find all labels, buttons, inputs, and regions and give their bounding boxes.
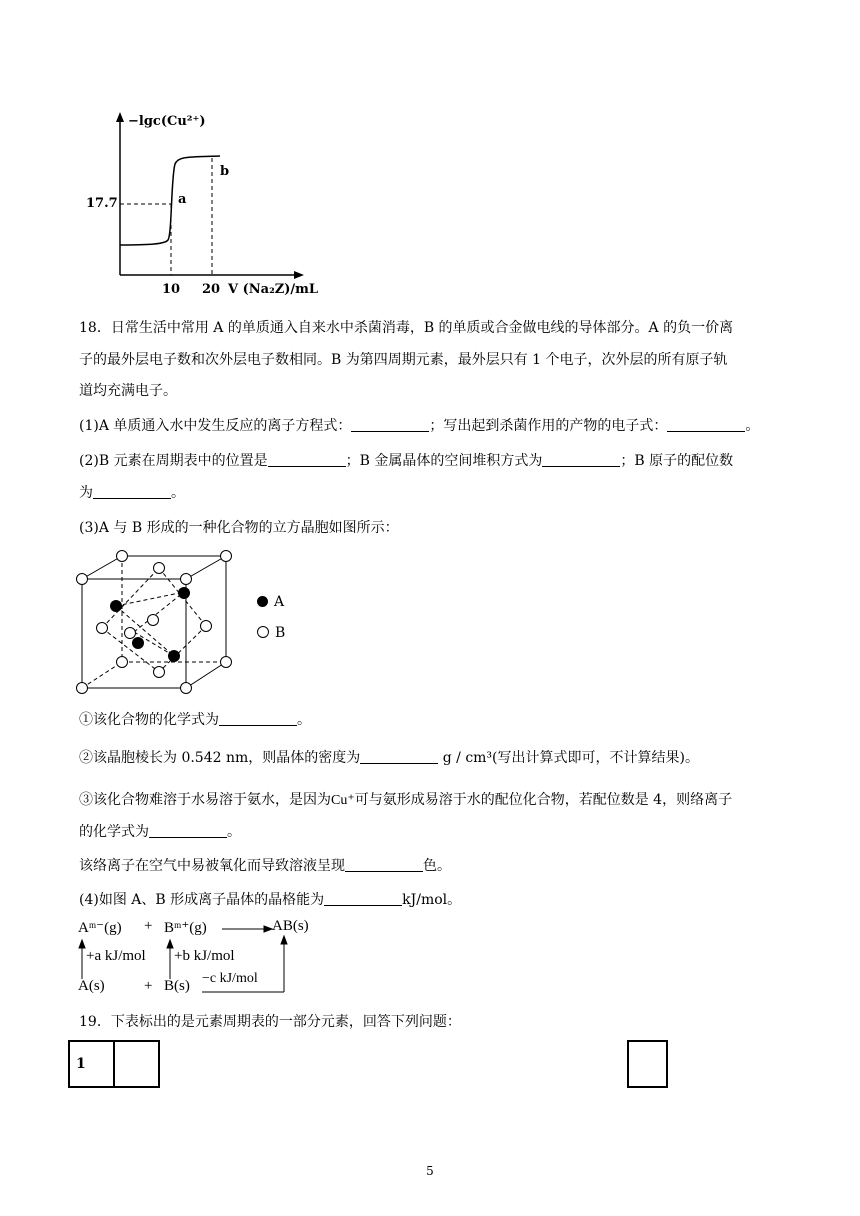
- q18-intro-line-1: 18．日常生活中常用 A 的单质通入自来水中杀菌消毒，B 的单质或合金做电线的导体部分。A 的负一价离: [79, 320, 734, 336]
- answer-blank[interactable]: [268, 452, 346, 467]
- q18-intro-line-3: 道均充满电子。: [79, 383, 177, 399]
- x-tick-10: 10: [162, 282, 181, 297]
- q18-part-2: (2)B 元素在周期表中的位置是 ；B 金属晶体的空间堆积方式为 ；B 原子的配位数: [79, 453, 734, 469]
- legend-b: B: [257, 625, 285, 641]
- page-number: 5: [426, 1164, 434, 1178]
- y-axis-label: −lgc(Cu²⁺): [128, 114, 206, 129]
- solid-circle-icon: [257, 596, 268, 607]
- q18-part-3: (3)A 与 B 形成的一种化合物的立方晶胞如图所示：: [79, 520, 399, 536]
- cycle-bottom-left: A(s): [78, 978, 105, 994]
- cycle-plus-top: +: [144, 918, 153, 934]
- answer-blank[interactable]: [345, 857, 423, 872]
- q18-part-4: (4)如图 A、B 形成离子晶体的晶格能为 kJ/mol。: [79, 892, 462, 908]
- answer-blank[interactable]: [667, 417, 745, 432]
- answer-blank[interactable]: [93, 484, 171, 499]
- cycle-top-mid: Bᵐ⁺(g): [164, 920, 207, 936]
- answer-blank[interactable]: [542, 452, 620, 467]
- cycle-top-left: Aᵐ⁻(g): [78, 920, 122, 936]
- table-cell: [114, 1041, 159, 1087]
- x-axis-label: V (Na₂Z)/mL: [228, 282, 319, 297]
- y-tick-17-7: 17.7: [86, 196, 118, 211]
- periodic-table-fragment: [68, 1040, 160, 1088]
- cycle-bottom-mid: B(s): [164, 978, 190, 994]
- legend-a: A: [257, 594, 284, 610]
- q18-sub-4: 该络离子在空气中易被氧化而导致溶液呈现 色。: [79, 858, 451, 874]
- answer-blank[interactable]: [351, 417, 429, 432]
- point-b-label: b: [220, 164, 230, 179]
- answer-blank[interactable]: [219, 711, 297, 726]
- q18-sub-3-cont: 的化学式为 。: [79, 824, 241, 840]
- period-label: 1: [69, 1041, 114, 1087]
- table-cell-right: [627, 1040, 668, 1088]
- cycle-arrow-left-label: +a kJ/mol: [86, 948, 146, 964]
- x-tick-20: 20: [202, 282, 221, 297]
- hollow-circle-icon: [257, 626, 269, 638]
- unit-cell-diagram: [74, 548, 244, 694]
- cycle-top-right: AB(s): [272, 918, 309, 934]
- q18-sub-2: ②该晶胞棱长为 0.542 nm，则晶体的密度为 g / cm³(写出计算式即可，不计算结果)。: [79, 750, 699, 766]
- answer-blank[interactable]: [360, 749, 438, 764]
- q18-sub-3: ③该化合物难溶于水易溶于氨水，是因为Cu⁺可与氨形成易溶于水的配位化合物，若配位数是 4，则络离子: [79, 792, 733, 808]
- q19-intro: 19．下表标出的是元素周期表的一部分元素，回答下列问题：: [79, 1014, 461, 1030]
- energy-cycle-diagram: [78, 916, 338, 998]
- q18-sub-1: ①该化合物的化学式为 。: [79, 712, 311, 728]
- answer-blank[interactable]: [324, 891, 402, 906]
- cycle-plus-bottom: +: [144, 978, 153, 994]
- answer-blank[interactable]: [149, 823, 227, 838]
- q18-part-2-cont: 为 。: [79, 485, 185, 501]
- cycle-arrow-mid-label: +b kJ/mol: [174, 948, 235, 964]
- point-a-label: a: [178, 192, 187, 207]
- q18-intro-line-2: 子的最外层电子数和次外层电子数相同。B 为第四周期元素，最外层只有 1 个电子，次外层的所有原子轨: [79, 352, 728, 368]
- cycle-arrow-bottom-label: −c kJ/mol: [202, 971, 258, 986]
- titration-graph: [80, 108, 320, 303]
- q18-part-1: (1)A 单质通入水中发生反应的离子方程式： ；写出起到杀菌作用的产物的电子式： 。: [79, 418, 760, 434]
